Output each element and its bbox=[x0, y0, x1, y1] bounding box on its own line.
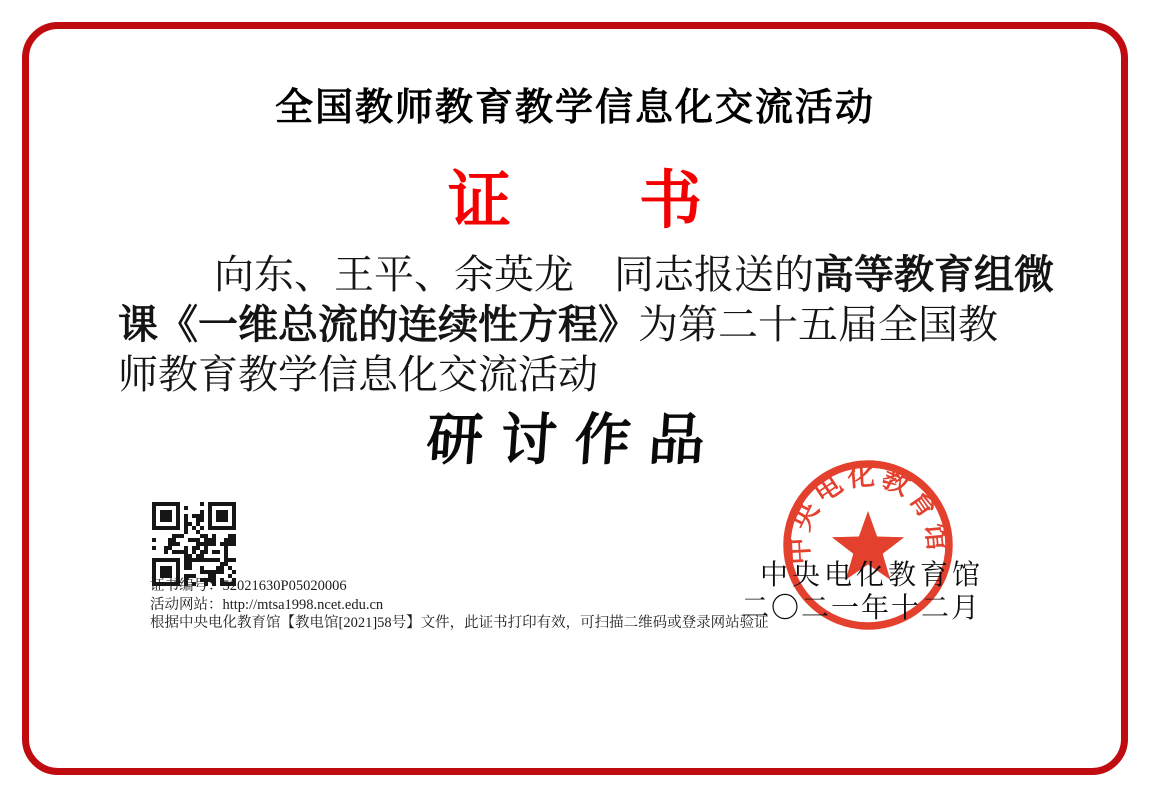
certificate-body bbox=[118, 250, 1054, 400]
cert-char-2: 书 bbox=[639, 166, 702, 236]
qr-code-icon bbox=[152, 502, 236, 586]
body-line-2 bbox=[118, 300, 1032, 350]
website-label: 活动网站： bbox=[150, 596, 223, 613]
certificate-number-label: 证书编号： bbox=[150, 578, 223, 594]
body-line-3 bbox=[118, 350, 1032, 400]
website-line bbox=[150, 596, 770, 615]
seal-arc-text: 中央电化教育馆 bbox=[783, 460, 954, 566]
session-text: 为第二十五届全国教 bbox=[638, 302, 998, 347]
body-line-1 bbox=[118, 250, 1054, 300]
verification-note: 根据中央电化教育馆【教电馆[2021]58号】文件，此证书打印有效，可扫描二维码或登录网站验证 bbox=[150, 615, 769, 631]
issuing-organization: 中央电化教育馆 bbox=[760, 560, 985, 591]
recipient-names: 向东、王平、余英龙 同志报送的 bbox=[214, 252, 814, 297]
certificate-number-line bbox=[150, 577, 770, 596]
website-url: http://mtsa1998.ncet.edu.cn bbox=[222, 596, 384, 613]
entry-title: 课《一维总流的连续性方程》 bbox=[118, 303, 638, 347]
activity-name: 师教育教学信息化交流活动 bbox=[118, 352, 598, 397]
certificate-word bbox=[0, 150, 1150, 241]
entry-category-part1: 高等教育组微 bbox=[814, 253, 1054, 297]
verification-info bbox=[150, 577, 770, 633]
certificate-header-title: 全国教师教育教学信息化交流活动 bbox=[274, 87, 875, 129]
award-type-calligraphy: 研讨作品 bbox=[424, 410, 725, 472]
certificate-number-value: 52021630P05020006 bbox=[222, 578, 347, 594]
issue-date: 二〇二一年十二月 bbox=[741, 593, 982, 624]
cert-char-1: 证 bbox=[448, 166, 511, 236]
qr-code bbox=[152, 502, 236, 586]
